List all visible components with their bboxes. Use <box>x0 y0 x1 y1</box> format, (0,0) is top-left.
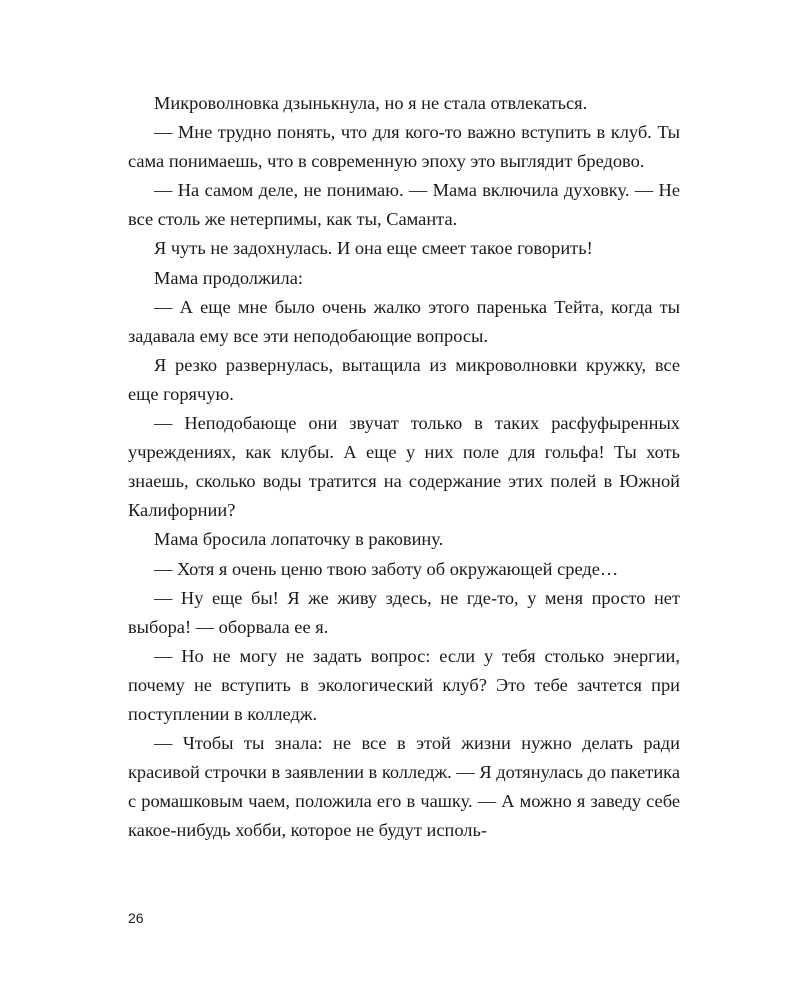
paragraph-12: — Но не могу не задать вопрос: если у тебя столько энергии, почему не вступить в экологический клуб? Это тебе зачтется при поступлении в колледж. <box>128 645 680 724</box>
paragraph-5: Мама продолжила: <box>154 267 303 288</box>
paragraph-2: — Мне трудно понять, что для кого-то важно вступить в клуб. Ты сама понимаешь, что в современную эпоху это выглядит бредово. <box>128 122 680 172</box>
paragraph-9: Мама бросила лопаточку в раковину. <box>154 529 444 550</box>
page-number: 26 <box>128 910 144 926</box>
paragraph-7: Я резко развернулась, вытащила из микроволновки кружку, все еще горячую. <box>128 354 680 404</box>
paragraph-10: — Хотя я очень ценю твою заботу об окружающей среде… <box>154 558 619 579</box>
paragraph-11: — Ну еще бы! Я же живу здесь, не где-то, у меня просто нет выбора! — оборвала ее я. <box>128 587 680 637</box>
paragraph-4: Я чуть не задохнулась. И она еще смеет такое говорить! <box>154 238 593 259</box>
paragraph-6: — А еще мне было очень жалко этого паренька Тейта, когда ты задавала ему все эти неподобающие вопросы. <box>128 296 680 346</box>
paragraph-13: — Чтобы ты знала: не все в этой жизни нужно делать ради красивой строчки в заявлении в колледж. — Я дотянулась до пакетика с ромашковым чаем, положила его в чашку. — А можно я заведу себе какое-нибудь хобби, которое не будут исполь- <box>128 733 680 841</box>
paragraph-8: — Неподобающе они звучат только в таких расфуфыренных учреждениях, как клубы. А еще у них поле для гольфа! Ты хоть знаешь, сколько воды тратится на содержание этих полей в Южной Калифорнии? <box>128 413 680 521</box>
paragraph-3: — На самом деле, не понимаю. — Мама включила духовку. — Не все столь же нетерпимы, как ты, Саманта. <box>128 180 680 230</box>
paragraph-1: Микроволновка дзынькнула, но я не стала отвлекаться. <box>154 93 588 113</box>
body-text <box>128 89 680 845</box>
